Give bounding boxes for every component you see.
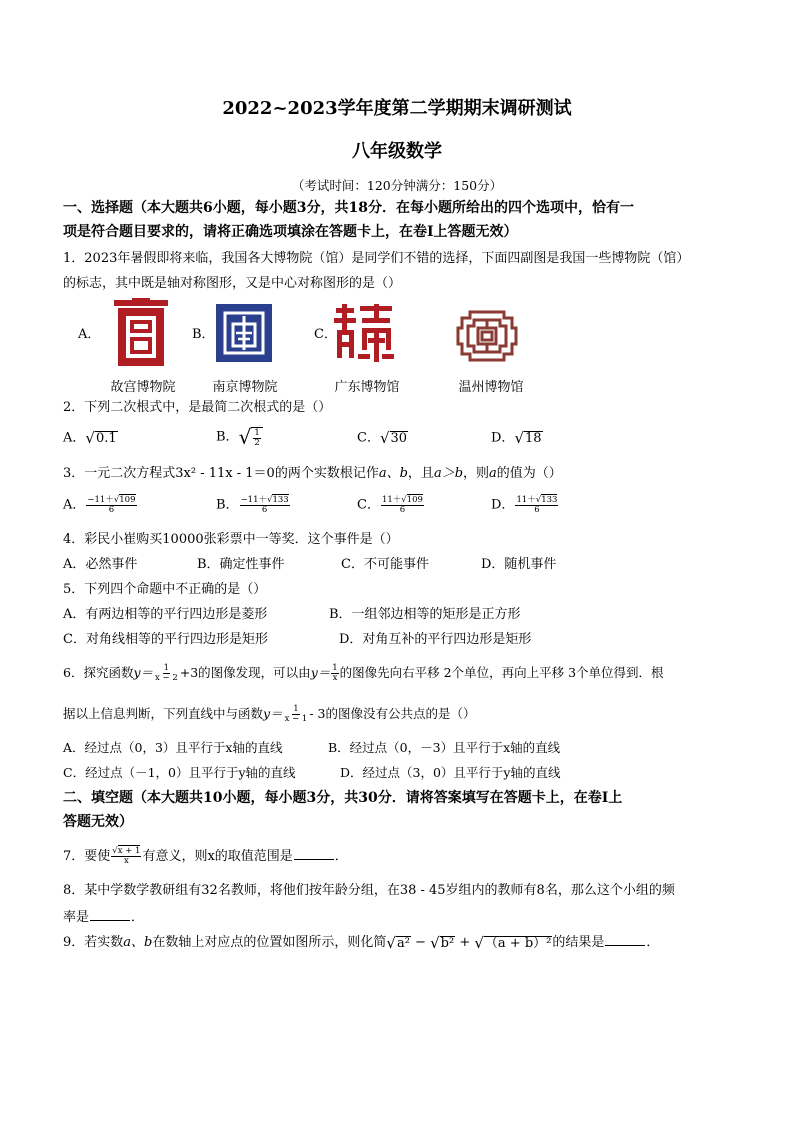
q1-option-b-caption: 南京博物院 [212,380,278,395]
q6-option-b: B．经过点（0，－3）且平行于x轴的直线 [328,740,561,755]
q2-stem: 2．下列二次根式中，是最简二次根式的是（） [63,400,332,415]
q3-option-d: D． $\frac{11+√133}{6}$ [491,495,558,515]
exam-title: 2022~2023学年度第二学期期末调研测试 [222,98,572,119]
q1-option-a-label: A． [78,327,101,342]
q8-answer-blank[interactable] [90,908,130,921]
q5-option-b: B．一组邻边相等的矩形是正方形 [329,607,521,622]
wenzhou-museum-logo [456,310,518,362]
q2-option-c: C． √ 30 [357,429,408,447]
q7-stem: 7．要使 $\frac{√x + 1}{x}$ 有意义，则x的取值范围是 ． [63,846,348,866]
section1-heading-line2: 项是符合题目要求的，请将正确选项填涂在答题卡上，在卷Ⅰ上答题无效） [63,224,518,240]
q1-option-c-caption: 广东博物馆 [334,380,400,395]
q8-stem-line1: 8．某中学数学教研组有32名教师，将他们按年龄分组，在38 - 45岁组内的教师有8名，那么这个小组的频 [63,883,675,898]
section2-heading-line1: 二、填空题（本大题共10小题，每小题3分，共30分．请将答案填写在答题卡上，在卷Ⅰ上 [63,790,623,806]
q9-stem: 9．若实数a、b在数轴上对应点的位置如图所示，则化简 √ a² − √ b² + √ （a + b）² 的结果是 ． [63,933,660,952]
q5-option-c: C．对角线相等的平行四边形是矩形 [63,632,268,647]
exam-subtitle: 八年级数学 [352,141,442,162]
q4-option-a: A．必然事件 [63,557,138,572]
q2-option-b: B． √ $\frac{1}{2}$ [216,426,263,448]
q4-option-d: D．随机事件 [481,557,557,572]
q3-option-a: A． $\frac{-11+√109}{6}$ [63,495,136,515]
q1-option-a-caption: 故宫博物院 [110,380,176,395]
q4-option-c: C．不可能事件 [341,557,429,572]
q9-answer-blank[interactable] [605,933,645,946]
q6-option-d: D．经过点（3，0）且平行于y轴的直线 [340,765,561,780]
q4-stem: 4．彩民小崔购买10000张彩票中一等奖．这个事件是（） [63,532,399,547]
q4-option-b: B．确定性事件 [197,557,285,572]
q5-stem: 5．下列四个命题中不正确的是（） [63,582,267,597]
q6-stem-line1: 6．探究函数y＝ $\frac{1}{x - 2}$ +3的图像发现，可以由y＝ $\frac{1}{x}$ 的图像先向右平移 2个单位，再向上平移 3个单位得到．根 [63,663,664,683]
q5-option-d: D．对角互补的平行四边形是矩形 [339,632,532,647]
q5-option-a: A．有两边相等的平行四边形是菱形 [63,607,268,622]
q2-option-d: D． √ 18 [491,429,542,447]
palace-museum-logo [114,298,168,366]
q7-answer-blank[interactable] [294,847,334,860]
q6-stem-line2: 据以上信息判断，下列直线中与函数y＝ $\frac{1}{x - 1}$ - 3的图像没有公共点的是（） [63,704,476,724]
q1-option-d-caption: 温州博物馆 [458,380,524,395]
q3-option-c: C． $\frac{11+√109}{6}$ [357,495,423,515]
nanjing-museum-logo [216,304,272,362]
q3-option-b: B． $\frac{-11+√133}{6}$ [216,495,289,515]
q1-option-b-label: B． [192,327,215,342]
q1-option-c-label: C． [314,327,337,342]
q6-option-a: A．经过点（0，3）且平行于x轴的直线 [63,740,283,755]
section2-heading-line2: 答题无效） [63,814,133,830]
q8-stem-line2: 率是 ． [63,910,145,925]
q1-stem-line1: 1．2023年暑假即将来临，我国各大博物院（馆）是同学们不错的选择，下面四副图是我国一些博物院（馆） [63,251,690,266]
exam-info: （考试时间：120分钟满分：150分） [291,178,503,193]
q3-stem: 3．一元二次方程式3x² - 11x - 1＝0的两个实数根记作a、b，且a＞b，则a的值为（） [63,466,562,481]
q2-option-a: A． √ 0.1 [63,429,117,447]
section1-heading-line1: 一、选择题（本大题共6小题，每小题3分，共18分．在每小题所给出的四个选项中，恰有一 [63,200,634,216]
q6-option-c: C．经过点（－1，0）且平行于y轴的直线 [63,765,296,780]
q1-stem-line2: 的标志，其中既是轴对称图形，又是中心对称图形的是（） [63,276,402,291]
guangdong-museum-logo [334,304,394,362]
